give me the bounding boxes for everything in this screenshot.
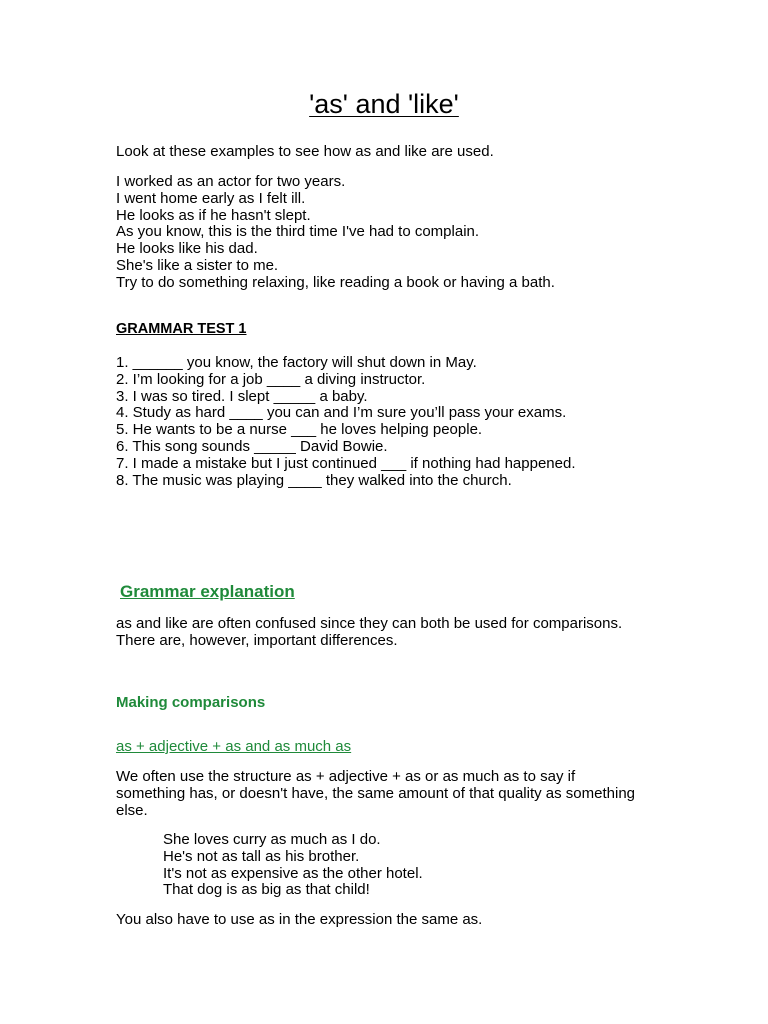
- grammar-test-heading-text: GRAMMAR TEST 1: [116, 321, 247, 337]
- title-text: 'as' and 'like': [309, 89, 459, 119]
- structure-title: [116, 739, 351, 756]
- closing-line: You also have to use as in the expression the same as.: [116, 911, 483, 928]
- example-line: I went home early as I felt ill.: [116, 189, 306, 207]
- structure-line: We often use the structure as + adjective + as or as much as to say if: [116, 768, 576, 785]
- grammar-explanation-heading: [120, 584, 295, 601]
- question-line: 8. The music was playing ____ they walked into the church.: [116, 471, 512, 489]
- page-title: [0, 88, 768, 120]
- grammar-test-heading: [116, 321, 247, 338]
- question-line: 5. He wants to be a nurse ___ he loves helping people.: [116, 421, 483, 439]
- example-line: As you know, this is the third time I've had to complain.: [116, 223, 480, 241]
- making-comparisons-heading: [116, 695, 265, 712]
- intro-text: [116, 144, 494, 161]
- structure-title-text: as + adjective + as and as much as: [116, 738, 352, 755]
- question-line: 3. I was so tired. I slept _____ a baby.: [116, 387, 368, 405]
- structure-example-line: She loves curry as much as I do.: [163, 831, 381, 848]
- example-line: She's like a sister to me.: [116, 256, 279, 274]
- making-comparisons-text: Making comparisons: [116, 694, 266, 711]
- example-line: Try to do something relaxing, like reading a book or having a bath.: [116, 273, 555, 291]
- structure-text: [116, 769, 635, 819]
- paragraph-line: as and like are often confused since they can both be used for comparisons.: [116, 615, 623, 632]
- structure-line: something has, or doesn't have, the same amount of that quality as something: [116, 784, 636, 802]
- example-line: He looks as if he hasn't slept.: [116, 206, 311, 224]
- question-line: 2. I’m looking for a job ____ a diving instructor.: [116, 370, 426, 388]
- question-line: 6. This song sounds _____ David Bowie.: [116, 437, 388, 455]
- example-line: I worked as an actor for two years.: [116, 173, 346, 190]
- examples-list: [116, 174, 555, 292]
- explanation-paragraph: [116, 616, 622, 650]
- structure-example-line: It's not as expensive as the other hotel.: [163, 864, 423, 882]
- question-line: 4. Study as hard ____ you can and I’m sure you’ll pass your exams.: [116, 404, 567, 422]
- grammar-test-questions: [116, 355, 576, 489]
- structure-examples: [163, 832, 423, 899]
- structure-example-line: He's not as tall as his brother.: [163, 847, 360, 865]
- grammar-explanation-heading-text: Grammar explanation: [120, 582, 295, 601]
- question-line: 7. I made a mistake but I just continued ___ if nothing had happened.: [116, 454, 576, 472]
- closing-text: [116, 912, 482, 929]
- structure-example-line: That dog is as big as that child!: [163, 881, 370, 899]
- intro-line: Look at these examples to see how as and like are used.: [116, 143, 494, 160]
- paragraph-line: There are, however, important differences.: [116, 631, 398, 649]
- structure-line: else.: [116, 801, 148, 819]
- example-line: He looks like his dad.: [116, 240, 258, 258]
- question-line: 1. ______ you know, the factory will shut down in May.: [116, 354, 477, 371]
